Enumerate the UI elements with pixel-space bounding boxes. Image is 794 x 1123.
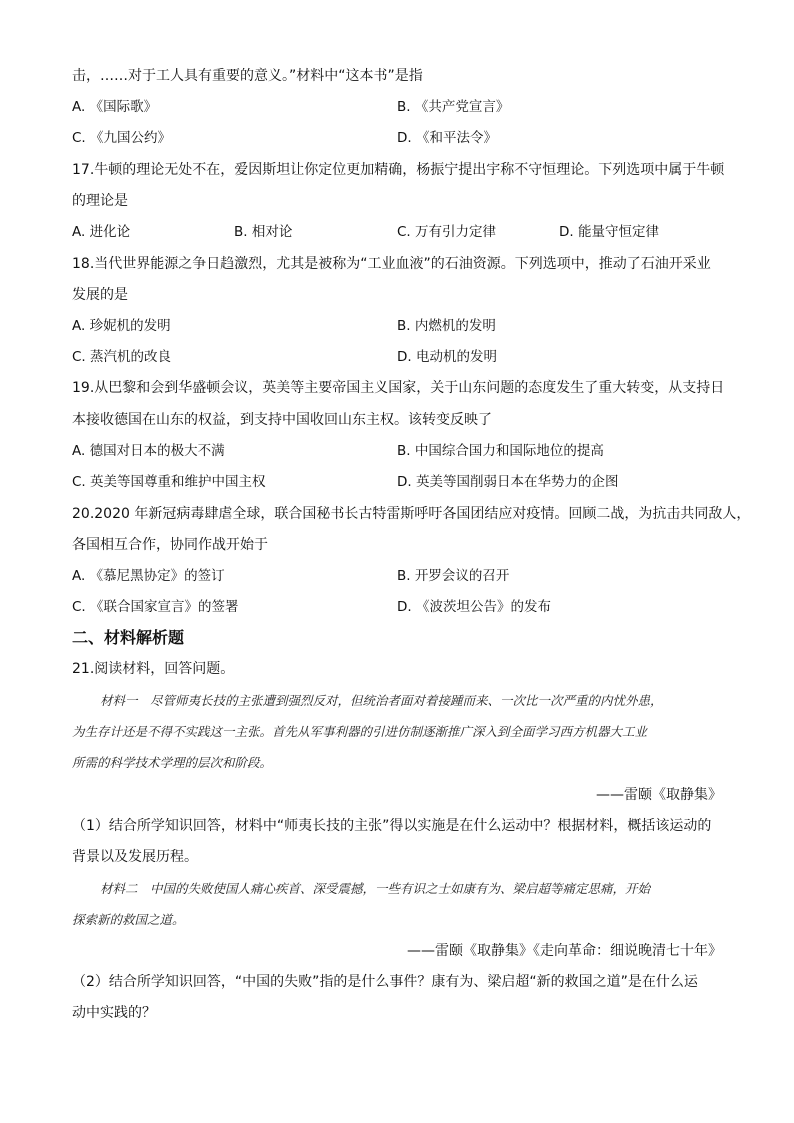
q21-sub2-line2: 动中实践的？: [72, 1005, 156, 1021]
q21-sub2-line1: （2）结合所学知识回答，“中国的失败”指的是什么事件？康有为、梁启超“新的救国之道”是在什么运: [72, 974, 698, 990]
material2-source: ——雷颐《取静集》《走向革命：细说晚清七十年》: [407, 943, 722, 959]
q16-option-b: B. 《共产党宣言》: [397, 99, 510, 115]
q21-sub1-line1: （1）结合所学知识回答，材料中“师夷长技的主张”得以实施是在什么运动中？根据材料，概括该运动的: [72, 818, 712, 834]
q21-intro: 21.阅读材料，回答问题。: [72, 661, 235, 677]
q17-stem-line1: 17.牛顿的理论无处不在，爱因斯坦让你定位更加精确，杨振宁提出宇称不守恒理论。下列选项中属于牛顿: [72, 162, 725, 178]
material2-line1: 材料二 中国的失败使国人痛心疾首、深受震撼，一些有识之士如康有为、梁启超等痛定思痛，开始: [100, 881, 651, 896]
q19-option-b: B. 中国综合国力和国际地位的提高: [397, 443, 604, 459]
q16-stem-tail: 击，……对于工人具有重要的意义。”材料中“这本书”是指: [72, 68, 423, 84]
q21-sub1-line2: 背景以及发展历程。: [72, 849, 198, 865]
q19-stem-line1: 19.从巴黎和会到华盛顿会议，英美等主要帝国主义国家，关于山东问题的态度发生了重大转变，从支持日: [72, 380, 725, 396]
q17-option-b: B. 相对论: [234, 224, 293, 240]
q17-stem-line2: 的理论是: [72, 193, 128, 209]
q20-option-a: A. 《慕尼黑协定》的签订: [72, 568, 225, 584]
q16-option-a: A. 《国际歌》: [72, 99, 158, 115]
q18-option-c: C. 蒸汽机的改良: [72, 349, 172, 365]
section-title: 二、材料解析题: [72, 628, 185, 647]
q18-option-b: B. 内燃机的发明: [397, 318, 496, 334]
q20-option-c: C. 《联合国家宣言》的签署: [72, 599, 239, 615]
material1-line2: 为生存计还是不得不实践这一主张。首先从军事利器的引进仿制逐渐推广深入到全面学习西方机器大工业: [72, 724, 648, 739]
q20-stem-line1: 20.2020 年新冠病毒肆虐全球，联合国秘书长古特雷斯呼吁各国团结应对疫情。回顾二战，为抗击共同敌人，: [72, 506, 751, 522]
q19-option-c: C. 英美等国尊重和维护中国主权: [72, 474, 266, 490]
q18-stem-line1: 18.当代世界能源之争日趋激烈，尤其是被称为“工业血液”的石油资源。下列选项中，推动了石油开采业: [72, 256, 711, 272]
q17-option-c: C. 万有引力定律: [397, 224, 497, 240]
q19-option-d: D. 英美等国削弱日本在华势力的企图: [397, 474, 619, 490]
q18-stem-line2: 发展的是: [72, 287, 128, 303]
q20-option-b: B. 开罗会议的召开: [397, 568, 510, 584]
q18-option-d: D. 电动机的发明: [397, 349, 497, 365]
material1-line3: 所需的科学技术学理的层次和阶段。: [72, 755, 273, 770]
q17-option-d: D. 能量守恒定律: [559, 224, 659, 240]
q20-option-d: D. 《波茨坦公告》的发布: [397, 599, 551, 615]
material1-line1: 材料一 尽管师夷长技的主张遭到强烈反对，但统治者面对着接踵而来、一次比一次严重的内忧外患，: [100, 693, 663, 708]
material1-source: ——雷颐《取静集》: [596, 787, 722, 803]
q16-option-d: D. 《和平法令》: [397, 130, 497, 146]
q16-option-c: C. 《九国公约》: [72, 130, 172, 146]
q19-stem-line2: 本接收德国在山东的权益，到支持中国收回山东主权。该转变反映了: [72, 412, 492, 428]
q20-stem-line2: 各国相互合作，协同作战开始于: [72, 537, 268, 553]
q18-option-a: A. 珍妮机的发明: [72, 318, 171, 334]
q17-option-a: A. 进化论: [72, 224, 131, 240]
q19-option-a: A. 德国对日本的极大不满: [72, 443, 225, 459]
material2-line2: 探索新的救国之道。: [72, 912, 185, 927]
